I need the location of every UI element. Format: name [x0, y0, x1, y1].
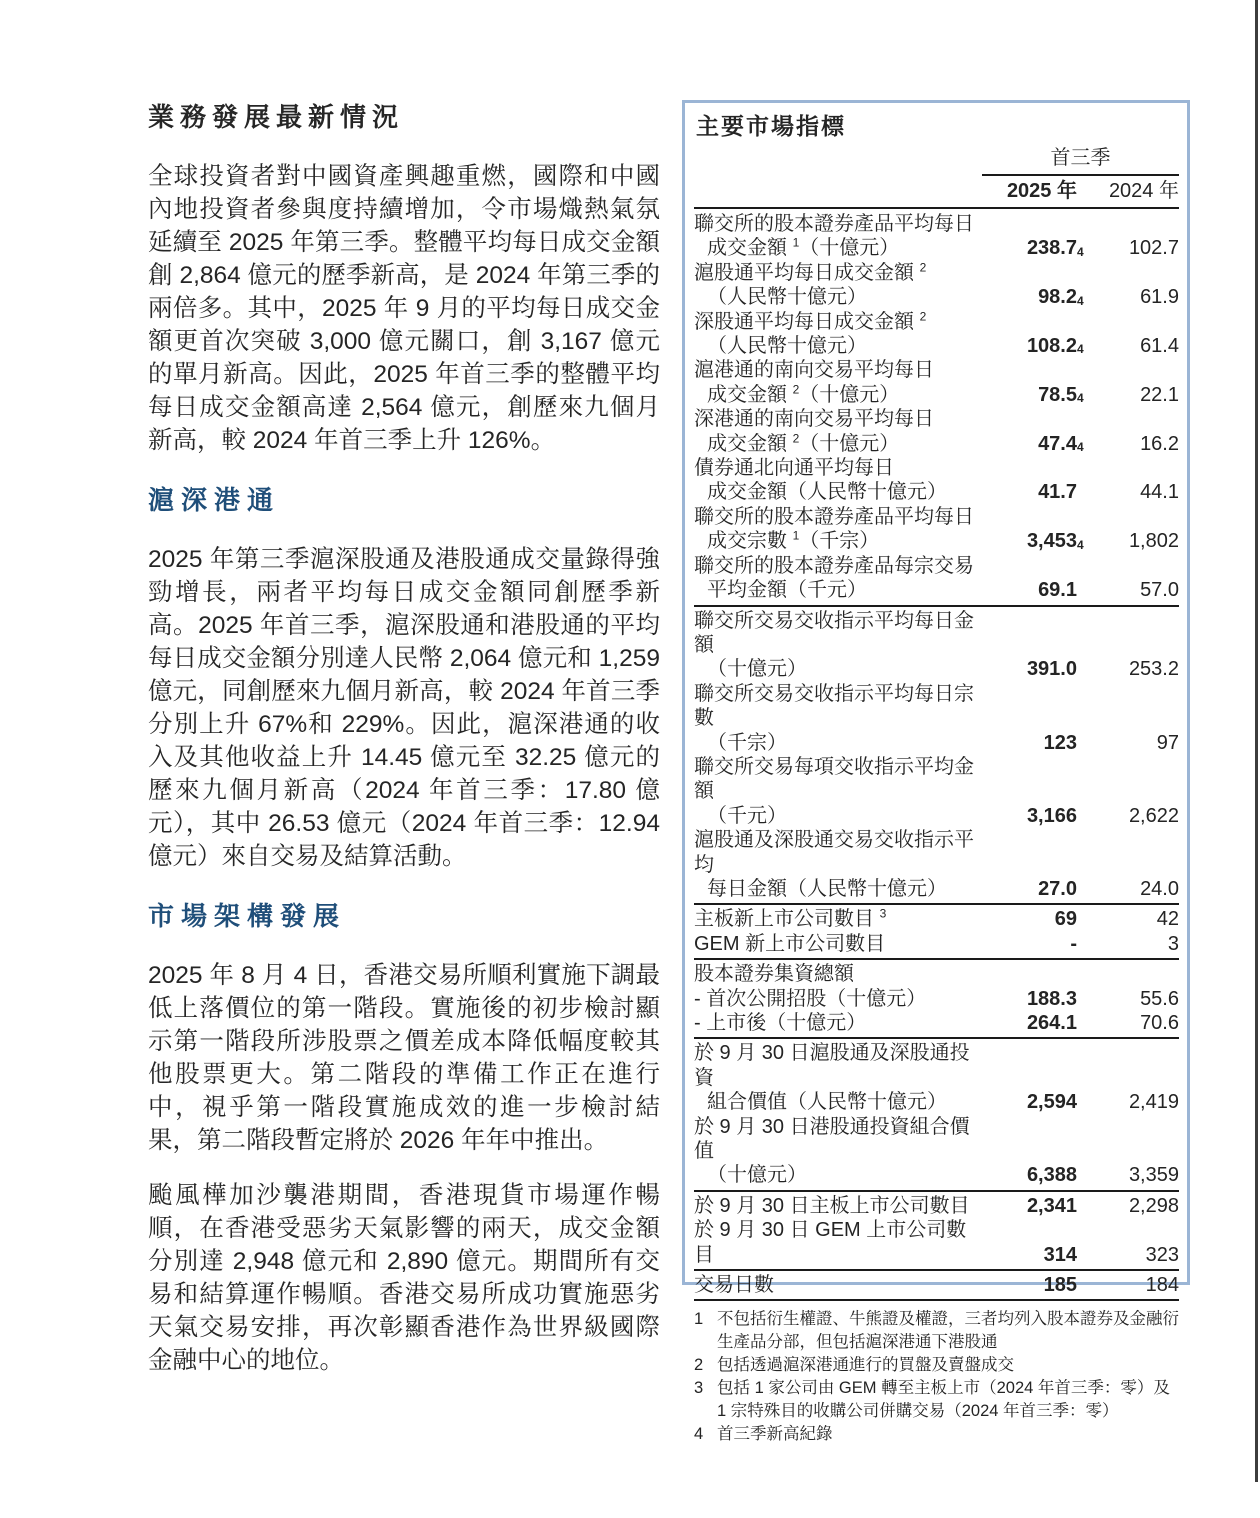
value-2024: 16.2	[1140, 432, 1179, 455]
right-edge-scan-line	[1255, 0, 1258, 1482]
table-row	[694, 907, 1179, 931]
row-label: - 上市後（十億元）	[694, 1012, 867, 1034]
value-2024: 253.2	[1128, 658, 1179, 681]
para-typhoon: 颱風樺加沙襲港期間，香港現貨市場運作暢順，在香港受惡劣天氣影響的兩天，成交金額分別達 2,948 億元和 2,890 億元。期間所有交易和結算運作暢順。香港交易所成功實施惡劣天氣交易安排，再次彰顯香港作為世界級國際金融中心的地位。	[148, 1182, 660, 1374]
section-heading-business-update: 業務發展最新情況	[148, 102, 405, 132]
row-label: 聯交所交易交收指示平均每日宗數 （千宗）	[694, 682, 974, 754]
row-label: 聯交所的股本證券產品平均每日 成交金額 $^1$（十億元）	[694, 213, 974, 260]
table-row	[694, 828, 1179, 901]
table-row	[694, 505, 1179, 554]
row-label: 聯交所的股本證券產品平均每日 成交宗數 $^1$（千宗）	[694, 505, 974, 553]
value-2024: 44.1	[1140, 481, 1179, 504]
col-header-2024: 2024 年	[1108, 180, 1179, 202]
value-2025: 41.7	[1038, 481, 1077, 504]
value-2025: 123	[1043, 731, 1077, 754]
footnote-text: 不包括衍生權證、牛熊證及權證，三者均列入股本證券及金融衍生產品分部，但包括滬深港通下港股通	[717, 1310, 1179, 1352]
value-2025: 314	[1043, 1243, 1077, 1266]
footnote-number: 4	[694, 1425, 704, 1444]
table-row	[694, 962, 1179, 986]
value-2025: -	[1070, 932, 1077, 955]
separator-line	[694, 207, 1179, 209]
value-2024: 2,419	[1128, 1091, 1179, 1114]
para-market-structure: 2025 年 8 月 4 日，香港交易所順利實施下調最低上落價位的第一階段。實施後的初步檢討顯示第一階段所涉股票之價差成本降低幅度較其他股票更大。第二階段的準備工作正在進行中，視乎第一階段實施成效的進一步檢討結果，第二階段暫定將於 2026 年年中推出。	[148, 962, 660, 1154]
row-label: 交易日數	[694, 1274, 774, 1297]
value-2025: 78.5 4	[1038, 383, 1084, 406]
value-2025: 264.1	[1026, 1012, 1077, 1034]
value-2025: 69.1	[1038, 579, 1077, 602]
row-label: 主板新上市公司數目 $^3$	[694, 906, 887, 931]
value-2025: 185	[1043, 1274, 1077, 1297]
value-2024: 3,359	[1128, 1164, 1179, 1187]
row-label: 於 9 月 30 日滬股通及深股通投資 組合價值（人民幣十億元）	[694, 1042, 970, 1114]
row-label: 於 9 月 30 日港股通投資組合價值 （十億元）	[694, 1115, 970, 1187]
value-2024: 2,622	[1128, 804, 1179, 827]
period-header: 首三季	[982, 146, 1179, 176]
row-label: 深股通平均每日成交金額 $^2$ （人民幣十億元）	[694, 308, 927, 358]
value-2025: 3,166	[1026, 804, 1077, 827]
separator-line	[694, 1299, 1179, 1301]
table-year-header-row	[694, 176, 1179, 203]
value-2025: 238.7 4	[1026, 237, 1084, 260]
footnote-number: 1	[694, 1310, 704, 1329]
footnote-number: 3	[694, 1379, 704, 1398]
separator-line	[694, 1269, 1179, 1271]
table-row	[694, 682, 1179, 755]
section-heading-stock-connect: 滬深港通	[148, 485, 281, 515]
table-row	[694, 1041, 1179, 1114]
value-2024: 57.0	[1140, 579, 1179, 602]
value-2024: 42	[1156, 908, 1179, 931]
separator-line	[694, 903, 1179, 905]
row-label: 滬港通的南向交易平均每日 成交金額 $^2$（十億元）	[694, 359, 934, 406]
table-row	[694, 609, 1179, 682]
value-2024: 3	[1167, 932, 1179, 955]
table-row	[694, 932, 1179, 956]
value-2024: 1,802	[1128, 530, 1179, 553]
value-2025: 98.2 4	[1038, 286, 1084, 309]
footnote-text: 首三季新高紀錄	[717, 1425, 833, 1444]
value-2025: 391.0	[1026, 658, 1077, 681]
para-business-update: 全球投資者對中國資產興趣重燃，國際和中國內地投資者參與度持續增加，令市場熾熱氣氛延續至 2025 年第三季。整體平均每日成交金額創 2,864 億元的歷季新高，是 2024 年第三季的兩倍多。其中，2025 年 9 月的平均每日成交金額更首次突破 3,000 億元關口，創 3,167 億元的單月新高。因此，2025 年首三季的整體平均每日成交金額高達 2,564 億元，創歷來九個月新高，較 2024 年首三季上升 126%。	[148, 163, 660, 454]
table-row	[694, 1194, 1179, 1218]
value-2024: 55.6	[1140, 987, 1179, 1010]
footnote	[694, 1354, 1179, 1377]
table-row	[694, 1115, 1179, 1188]
row-label: 於 9 月 30 日 GEM 上市公司數目	[694, 1219, 967, 1266]
footnote	[694, 1308, 1179, 1354]
value-2024: 61.4	[1140, 335, 1179, 358]
row-label: GEM 新上市公司數目	[694, 932, 886, 955]
row-label: 深港通的南向交易平均每日 成交金額 $^2$（十億元）	[694, 408, 934, 455]
table-row	[694, 358, 1179, 407]
table-row	[694, 407, 1179, 456]
table-row	[694, 261, 1179, 310]
row-label: 聯交所的股本證券產品每宗交易 平均金額（千元）	[694, 554, 974, 602]
footnote-text: 包括 1 家公司由 GEM 轉至主板上市（2024 年首三季：零）及 1 宗特殊目的收購公司併購交易（2024 年首三季：零）	[717, 1379, 1170, 1421]
row-label: 聯交所交易每項交收指示平均金額 （千元）	[694, 755, 974, 827]
value-2024: 2,298	[1128, 1194, 1179, 1217]
table-row	[694, 755, 1179, 828]
value-2025: 27.0	[1038, 877, 1077, 900]
row-label: 聯交所交易交收指示平均每日金額 （十億元）	[694, 609, 974, 681]
table-period-header-row	[694, 146, 1179, 176]
table-row	[694, 456, 1179, 505]
value-2024: 24.0	[1140, 877, 1179, 900]
row-label: 於 9 月 30 日主板上市公司數目	[694, 1194, 970, 1217]
table-footnotes	[694, 1308, 1179, 1446]
value-2024: 323	[1145, 1243, 1179, 1266]
footnote	[694, 1423, 1179, 1446]
table-row	[694, 554, 1179, 603]
value-2024: 97	[1156, 731, 1179, 754]
value-2025: 2,594	[1026, 1091, 1077, 1114]
table-row	[694, 1218, 1179, 1267]
table-title: 主要市場指標	[696, 113, 846, 139]
value-2025: 69	[1054, 908, 1077, 931]
table-rows	[694, 212, 1179, 1301]
row-label: 滬股通平均每日成交金額 $^2$ （人民幣十億元）	[694, 260, 927, 309]
table-row	[694, 310, 1179, 359]
section-heading-market-structure: 市場架構發展	[148, 901, 347, 931]
separator-line	[694, 958, 1179, 960]
row-label: 股本證券集資總額	[694, 963, 854, 986]
value-2025: 2,341	[1026, 1194, 1077, 1217]
row-label: 債券通北向通平均每日 成交金額（人民幣十億元）	[694, 457, 947, 504]
value-2024: 184	[1145, 1274, 1179, 1297]
footnote	[694, 1377, 1179, 1423]
footnote-text: 包括透過滬深港通進行的買盤及賣盤成交	[717, 1356, 1014, 1375]
row-label: 滬股通及深股通交易交收指示平均 每日金額（人民幣十億元）	[694, 829, 974, 900]
left-text-column	[148, 100, 660, 1377]
table-row	[694, 1273, 1179, 1297]
table-row	[694, 1011, 1179, 1035]
para-stock-connect: 2025 年第三季滬深股通及港股通成交量錄得強勁增長，兩者平均每日成交金額同創歷季新高。2025 年首三季，滬深股通和港股通的平均每日成交金額分別達人民幣 2,064 億元和 1,259 億元，同創歷來九個月新高，較 2024 年首三季分別上升 67%和 229%。因此，滬深港通的收入及其他收益上升 14.45 億元至 32.25 億元的歷來九個月新高（2024 年首三季：17.80 億元），其中 26.53 億元（2024 年首三季：12.94 億元）來自交易及結算活動。	[148, 546, 660, 870]
value-2024: 61.9	[1140, 286, 1179, 309]
value-2025: 3,453 4	[1026, 530, 1084, 553]
value-2025: 108.2 4	[1026, 335, 1084, 358]
value-2024: 70.6	[1140, 1012, 1179, 1034]
value-2024: 22.1	[1140, 383, 1179, 406]
value-2024: 102.7	[1128, 237, 1179, 260]
value-2025: 188.3	[1026, 987, 1077, 1010]
col-header-2025: 2025 年	[1006, 180, 1077, 202]
footnote-number: 2	[694, 1356, 704, 1375]
row-label: - 首次公開招股（十億元）	[694, 987, 927, 1010]
value-2025: 6,388	[1026, 1164, 1077, 1187]
separator-line	[694, 1190, 1179, 1192]
separator-line	[694, 1037, 1179, 1039]
value-2025: 47.4 4	[1038, 432, 1084, 455]
table-row	[694, 212, 1179, 261]
separator-line	[694, 605, 1179, 607]
key-market-indicators-table	[682, 100, 1190, 1444]
table-row	[694, 987, 1179, 1011]
